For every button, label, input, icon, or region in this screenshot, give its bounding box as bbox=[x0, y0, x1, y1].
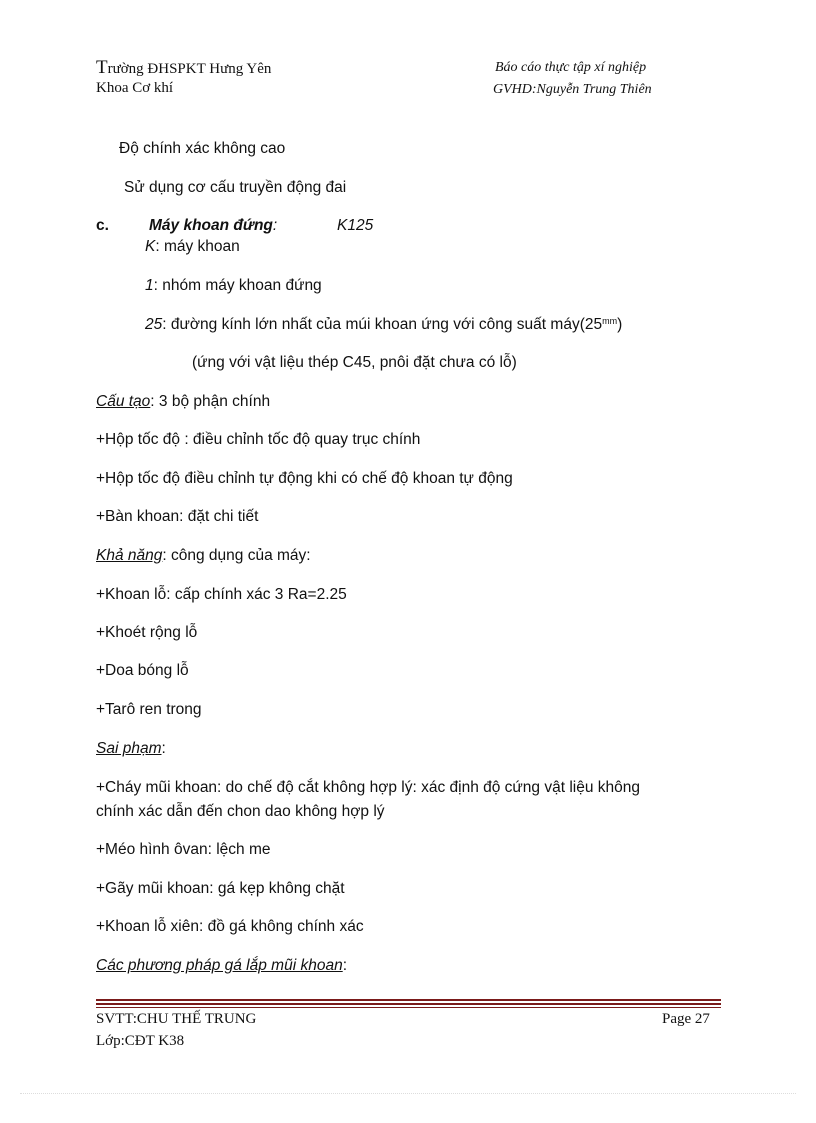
footer-page-number: Page 27 bbox=[662, 1011, 710, 1027]
structure-item: +Hộp tốc độ điều chỉnh tự động khi có chế độ khoan tự động bbox=[96, 470, 513, 487]
capability-item: +Doa bóng lỗ bbox=[96, 662, 189, 679]
footer-rule bbox=[96, 1007, 721, 1008]
footer-rule bbox=[96, 1003, 721, 1005]
page-edge-divider bbox=[20, 1093, 796, 1094]
capability-heading-line bbox=[96, 547, 311, 565]
machine-heading bbox=[149, 217, 277, 235]
capability-item: +Khoan lỗ: cấp chính xác 3 Ra=2.25 bbox=[96, 586, 347, 603]
machine-name: Máy khoan đứng bbox=[149, 217, 273, 234]
section-letter: c. bbox=[96, 217, 109, 234]
header-school-rest: rường ĐHSPKT Hưng Yên bbox=[107, 61, 272, 77]
line-belt-drive: Sử dụng cơ cấu truyền động đai bbox=[124, 179, 347, 196]
footer-class: Lớp:CĐT K38 bbox=[96, 1033, 185, 1049]
capability-item: +Khoét rộng lỗ bbox=[96, 624, 198, 641]
line-precision: Độ chính xác không cao bbox=[119, 140, 286, 157]
methods-heading: Các phương pháp gá lắp mũi khoan bbox=[96, 957, 343, 974]
k-label: K bbox=[145, 238, 156, 255]
footer-student: SVTT:CHU THẾ TRUNG bbox=[96, 1011, 257, 1027]
error-item-line2: chính xác dẫn đến chon dao không hợp lý bbox=[96, 803, 385, 820]
twentyfive-close: ) bbox=[617, 316, 623, 333]
error-item: +Méo hình ôvan: lệch me bbox=[96, 841, 271, 858]
one-label: 1 bbox=[145, 277, 154, 294]
one-line bbox=[145, 277, 322, 295]
methods-colon: : bbox=[342, 957, 348, 974]
error-item: +Gãy mũi khoan: gá kẹp không chặt bbox=[96, 880, 345, 897]
twentyfive-desc: : đường kính lớn nhất của múi khoan ứng với công suất máy(25 bbox=[162, 316, 603, 333]
footer-rule bbox=[96, 999, 721, 1001]
machine-colon: : bbox=[272, 217, 278, 234]
capability-item: +Tarô ren trong bbox=[96, 701, 202, 718]
header-department: Khoa Cơ khí bbox=[96, 80, 174, 96]
errors-colon: : bbox=[161, 740, 166, 757]
header-advisor: GVHD:Nguyễn Trung Thiên bbox=[493, 82, 652, 97]
errors-heading: Sai phạm bbox=[96, 740, 162, 757]
error-item: +Khoan lỗ xiên: đồ gá không chính xác bbox=[96, 918, 364, 935]
error-item-line1: +Cháy mũi khoan: do chế độ cắt không hợp lý: xác định độ cứng vật liệu không bbox=[96, 779, 641, 796]
material-note: (ứng với vật liệu thép C45, pnôi đặt chưa có lỗ) bbox=[192, 354, 517, 371]
structure-item: +Bàn khoan: đặt chi tiết bbox=[96, 508, 259, 525]
one-desc: : nhóm máy khoan đứng bbox=[153, 277, 322, 294]
methods-heading-line bbox=[96, 957, 347, 975]
twentyfive-label: 25 bbox=[145, 316, 163, 333]
structure-heading: Cấu tạo bbox=[96, 393, 151, 410]
header-school bbox=[96, 57, 271, 79]
capability-desc: : công dụng của máy: bbox=[162, 547, 311, 564]
k-line bbox=[145, 238, 240, 256]
twentyfive-line bbox=[145, 316, 622, 334]
errors-heading-line bbox=[96, 740, 166, 758]
structure-heading-line bbox=[96, 393, 270, 411]
structure-item: +Hộp tốc độ : điều chỉnh tốc độ quay trục chính bbox=[96, 431, 421, 448]
header-report-title: Báo cáo thực tập xí nghiệp bbox=[495, 60, 647, 75]
machine-code: K125 bbox=[337, 217, 374, 234]
capability-heading: Khả năng bbox=[96, 547, 163, 564]
structure-desc: : 3 bộ phận chính bbox=[150, 393, 271, 410]
twentyfive-unit: mm bbox=[602, 316, 618, 326]
k-desc: : máy khoan bbox=[155, 238, 240, 255]
header-school-initial: T bbox=[96, 57, 108, 78]
